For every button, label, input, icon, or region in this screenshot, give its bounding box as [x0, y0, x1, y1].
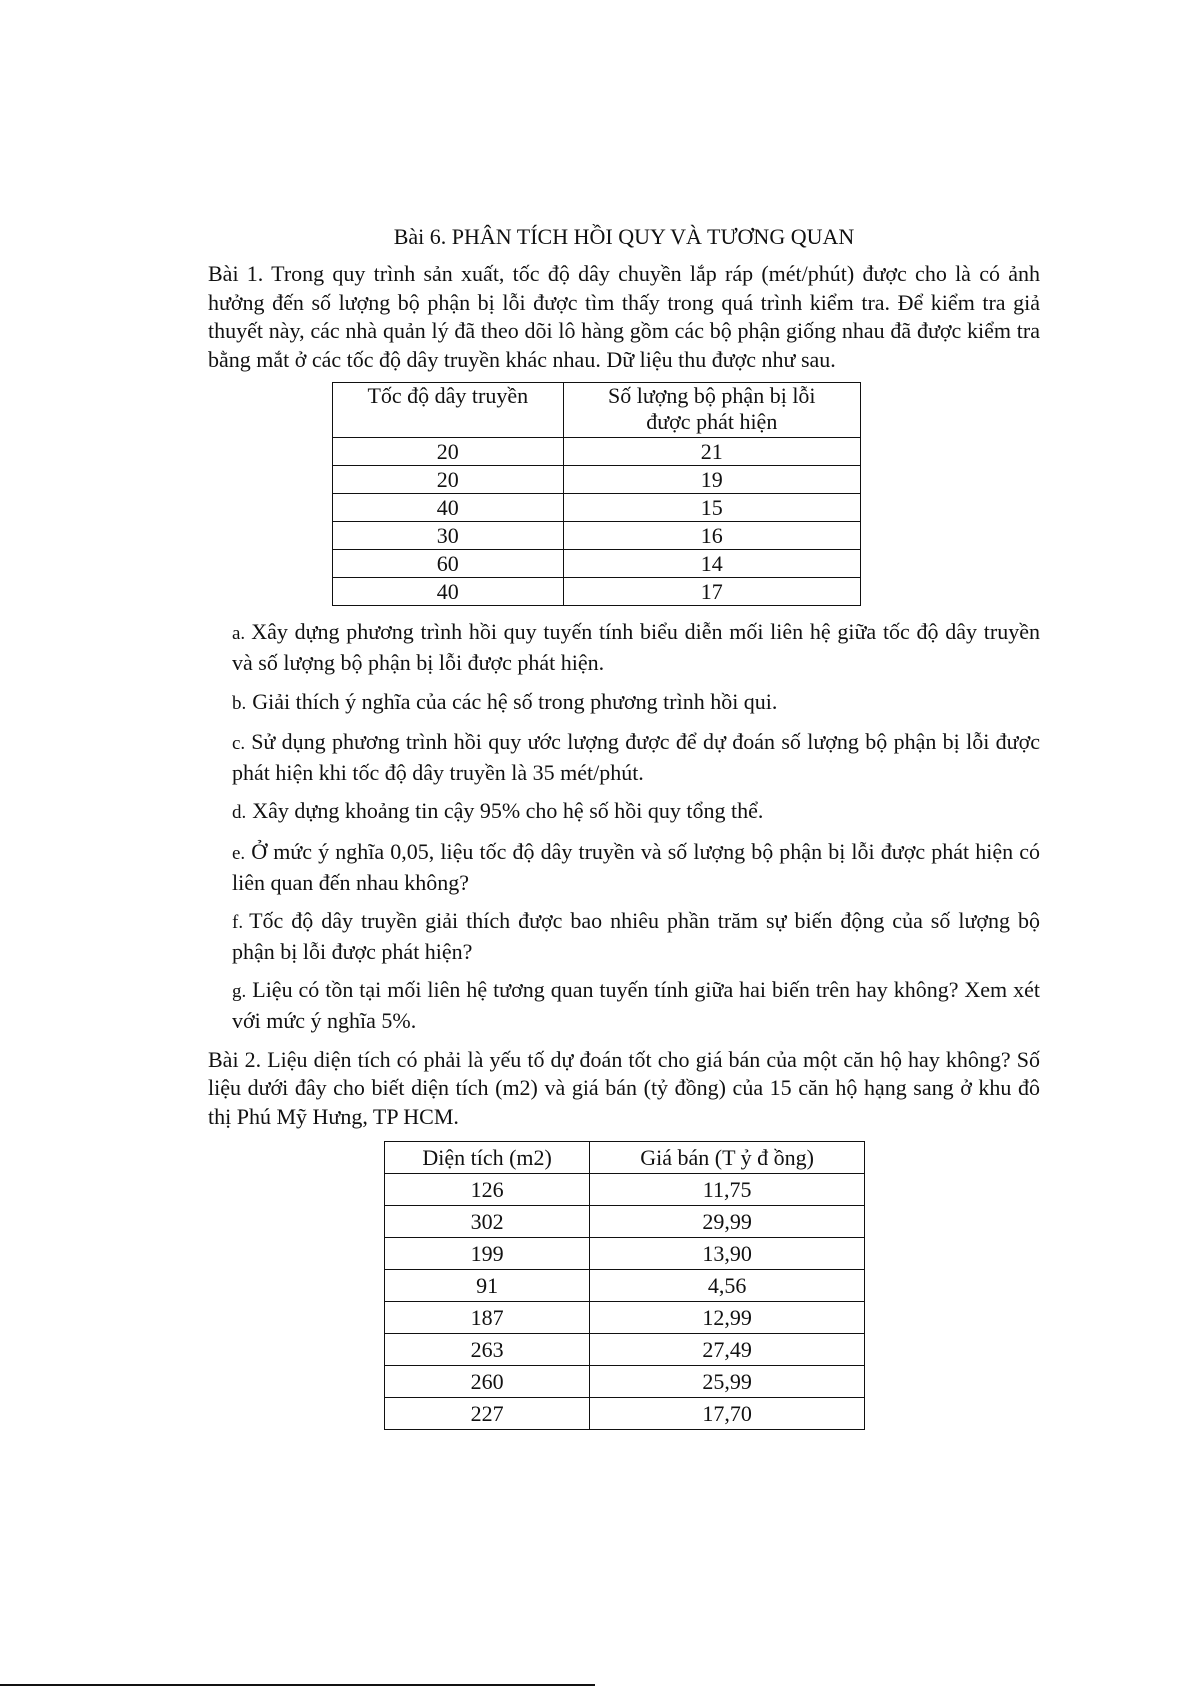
header-cell [563, 383, 860, 438]
question-label: d. [232, 802, 247, 824]
table-cell: 21 [563, 438, 860, 466]
table-cell: 12,99 [590, 1302, 865, 1334]
table-cell: 17,70 [590, 1398, 865, 1430]
table-cell: 60 [333, 550, 564, 578]
header-line: Số lượng bộ phận bị lỗi [608, 383, 816, 409]
document-page [208, 222, 1040, 1430]
question-list [232, 618, 1040, 1035]
table-row [333, 550, 861, 578]
table-header-row [385, 1142, 865, 1174]
question-text: Ở mức ý nghĩa 0,05, liệu tốc độ dây truyền và số lượng bộ phận bị lỗi được phát hiện có liên quan đến nhau không? [232, 838, 1040, 895]
page-title: Bài 6. PHÂN TÍCH HỒI QUY VÀ TƯƠNG QUAN [393, 224, 855, 249]
question-item [232, 688, 1040, 719]
question-item [232, 618, 1040, 677]
question-label: a. [232, 623, 246, 645]
table-cell: 260 [385, 1366, 590, 1398]
table-cell: 14 [563, 550, 860, 578]
table-cell: 29,99 [590, 1206, 865, 1238]
question-item [232, 728, 1040, 787]
table-row [385, 1238, 865, 1270]
table-cell: 25,99 [590, 1366, 865, 1398]
question-text: Xây dựng phương trình hồi quy tuyến tính biểu diễn mối liên hệ giữa tốc độ dây truyền và số lượng bộ phận bị lỗi được phát hiện. [232, 619, 1040, 675]
question-text: Tốc độ dây truyền giải thích được bao nhiêu phần trăm sự biến động của số lượng bộ phận bị lỗi được phát hiện? [232, 908, 1040, 964]
table-cell: 13,90 [590, 1238, 865, 1270]
table-row [385, 1366, 865, 1398]
table-row [385, 1206, 865, 1238]
question-label: c. [232, 733, 246, 755]
question-label: f. [232, 912, 244, 934]
table-cell: 20 [333, 438, 564, 466]
header-cell: Tốc độ dây truyền [333, 383, 564, 438]
table-cell: 16 [563, 522, 860, 550]
table-cell: 40 [333, 578, 564, 606]
table-cell: 27,49 [590, 1334, 865, 1366]
question-item [232, 907, 1040, 966]
table-cell: 30 [333, 522, 564, 550]
exercise-1-intro: Bài 1. Trong quy trình sản xuất, tốc độ dây chuyền lắp ráp (mét/phút) được cho là có ảnh hưởng đến số lượng bộ phận bị lỗi được tìm thấy trong quá trình kiểm tra. Để kiểm tra giả thuyết này, các nhà quản lý đã theo dõi lô hàng gồm các bộ phận giống nhau đã được kiểm tra bằng mắt ở các tốc độ dây truyền khác nhau. Dữ liệu thu được như sau. [208, 261, 1040, 372]
table-row [333, 438, 861, 466]
table-cell: 19 [563, 466, 860, 494]
table-cell: 20 [333, 466, 564, 494]
question-label: e. [232, 842, 246, 864]
table-cell: 126 [385, 1174, 590, 1206]
question-text: Giải thích ý nghĩa của các hệ số trong phương trình hồi qui. [252, 688, 778, 714]
table-row [333, 578, 861, 606]
header-cell: Diện tích (m2) [385, 1142, 590, 1174]
table-cell: 187 [385, 1302, 590, 1334]
question-text: Liệu có tồn tại mối liên hệ tương quan tuyến tính giữa hai biến trên hay không? Xem xét với mức ý nghĩa 5%. [232, 977, 1040, 1033]
table-cell: 15 [563, 494, 860, 522]
table-cell: 263 [385, 1334, 590, 1366]
question-text: Xây dựng khoảng tin cậy 95% cho hệ số hồi quy tổng thể. [252, 798, 764, 824]
table-row [333, 522, 861, 550]
table-row [385, 1270, 865, 1302]
question-text: Sử dụng phương trình hồi quy ước lượng được để dự đoán số lượng bộ phận bị lỗi được phát hiện khi tốc độ dây truyền là 35 mét/phút. [232, 729, 1040, 785]
question-label: g. [232, 981, 247, 1003]
table-cell: 11,75 [590, 1174, 865, 1206]
question-item [232, 797, 1040, 828]
table-cell: 91 [385, 1270, 590, 1302]
table-row [333, 494, 861, 522]
header-cell: Giá bán (T ỷ đ ồng) [590, 1142, 865, 1174]
table-row [333, 466, 861, 494]
table-cell: 302 [385, 1206, 590, 1238]
question-label: b. [232, 692, 247, 714]
table-cell: 40 [333, 494, 564, 522]
exercise-2-intro: Bài 2. Liệu diện tích có phải là yếu tố dự đoán tốt cho giá bán của một căn hộ hay không? Số liệu dưới đây cho biết diện tích (m2) và giá bán (tỷ đồng) của 15 căn hộ hạng sang ở khu đô thị Phú Mỹ Hưng, TP HCM. [208, 1046, 1040, 1129]
table-header-row [333, 383, 861, 438]
header-line: được phát hiện [646, 409, 778, 435]
table-row [385, 1334, 865, 1366]
table-cell: 227 [385, 1398, 590, 1430]
table-cell: 17 [563, 578, 860, 606]
exercise-1-table [332, 382, 861, 606]
table-row [385, 1174, 865, 1206]
table-row [385, 1398, 865, 1430]
table-row [385, 1302, 865, 1334]
table-cell: 199 [385, 1238, 590, 1270]
exercise-2-table [384, 1141, 865, 1430]
table-cell: 4,56 [590, 1270, 865, 1302]
question-item [232, 838, 1040, 897]
question-item [232, 976, 1040, 1035]
